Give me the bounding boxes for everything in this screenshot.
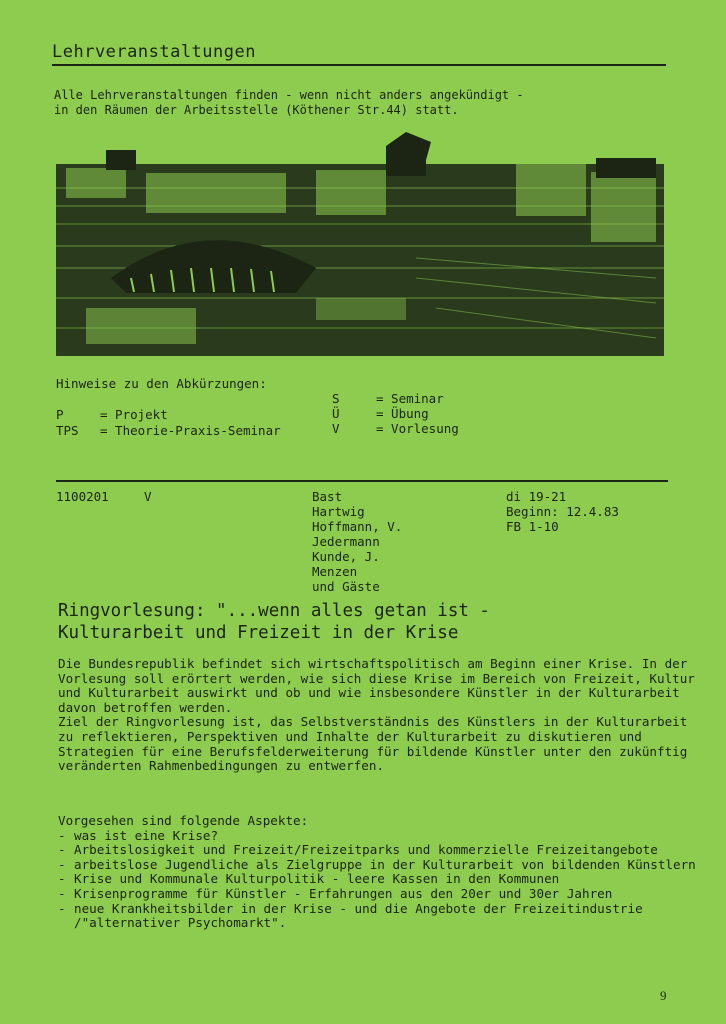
heading-rule: [52, 64, 666, 66]
lecturer: Hartwig: [312, 504, 365, 519]
lecturer: Bast: [312, 489, 343, 504]
abbr-code-v: V: [332, 421, 340, 436]
section-heading: Lehrveranstaltungen: [52, 42, 256, 62]
course-schedule: [506, 489, 619, 534]
list-item: - Krise und Kommunale Kulturpolitik - leere Kassen in den Kommunen: [58, 872, 698, 887]
lecturer: Hoffmann, V.: [312, 519, 403, 534]
lecture-title-line: Ringvorlesung: "...wenn alles getan ist -: [58, 601, 490, 621]
abbr-label-v: = Vorlesung: [376, 421, 459, 436]
aspects-section: [58, 814, 698, 931]
course-number: 1100201: [56, 489, 109, 504]
abbreviations-title: Hinweise zu den Abkürzungen:: [56, 376, 267, 391]
course-lecturers: [312, 489, 402, 594]
lecturer: Menzen: [312, 564, 358, 579]
lecturer: und Gäste: [312, 579, 380, 594]
lecture-title: [58, 600, 678, 644]
schedule-start: Beginn: 12.4.83: [506, 504, 619, 519]
abbr-code-u: Ü: [332, 406, 340, 421]
schedule-faculty: FB 1-10: [506, 519, 559, 534]
schedule-time: di 19-21: [506, 489, 567, 504]
aspects-list: [58, 829, 698, 931]
paragraph: Ziel der Ringvorlesung ist, das Selbstverständnis des Künstlers in der Kulturarbeit zu reflektieren, Perspektiven und Inhalte der Kulturarbeit zu diskutieren und Strategien für eine Berufsfelderweiterung für bildende Künstler unter den zukünftig veränderten Rahmenbedingungen zu entwerfen.: [58, 714, 688, 774]
abbr-code-tps: TPS: [56, 423, 79, 438]
course-divider: [56, 480, 668, 482]
list-item: - Krisenprogramme für Künstler - Erfahrungen aus den 20er und 30er Jahren: [58, 887, 698, 902]
list-item: - Arbeitslosigkeit und Freizeit/Freizeitparks und kommerzielle Freizeitangebote: [58, 843, 698, 858]
city-illustration: [56, 128, 664, 356]
abbr-label-u: = Übung: [376, 406, 429, 421]
list-item: - was ist eine Krise?: [58, 829, 698, 844]
course-type: V: [144, 489, 152, 504]
intro-text: Alle Lehrveranstaltungen finden - wenn nicht anders angekündigt - in den Räumen der Arbeitsstelle (Köthener Str.44) statt.: [54, 88, 524, 117]
lecture-description: [58, 657, 698, 774]
paragraph: Die Bundesrepublik befindet sich wirtschaftspolitisch am Beginn einer Krise. In der Vorlesung soll erörtert werden, wie sich diese Krise im Bereich von Freizeit, Kultur und Kulturarbeit auswirkt und ob und wie insbesondere Künstler in der Kulturarbeit davon betroffen werden.: [58, 656, 695, 715]
aspects-intro: Vorgesehen sind folgende Aspekte:: [58, 813, 309, 828]
lecture-title-line: Kulturarbeit und Freizeit in der Krise: [58, 623, 459, 643]
abbr-code-p: P: [56, 407, 64, 422]
lecturer: Jedermann: [312, 534, 380, 549]
page-number: 9: [660, 988, 667, 1003]
abbr-code-s: S: [332, 391, 340, 406]
abbr-label-p: = Projekt: [100, 407, 168, 422]
list-item: - neue Krankheitsbilder in der Krise - und die Angebote der Freizeitindustrie /"alternativer Psychomarkt".: [58, 902, 698, 931]
abbr-label-tps: = Theorie-Praxis-Seminar: [100, 423, 281, 438]
lecturer: Kunde, J.: [312, 549, 380, 564]
abbr-label-s: = Seminar: [376, 391, 444, 406]
list-item: - arbeitslose Jugendliche als Zielgruppe in der Kulturarbeit von bildenden Künstlern: [58, 858, 698, 873]
